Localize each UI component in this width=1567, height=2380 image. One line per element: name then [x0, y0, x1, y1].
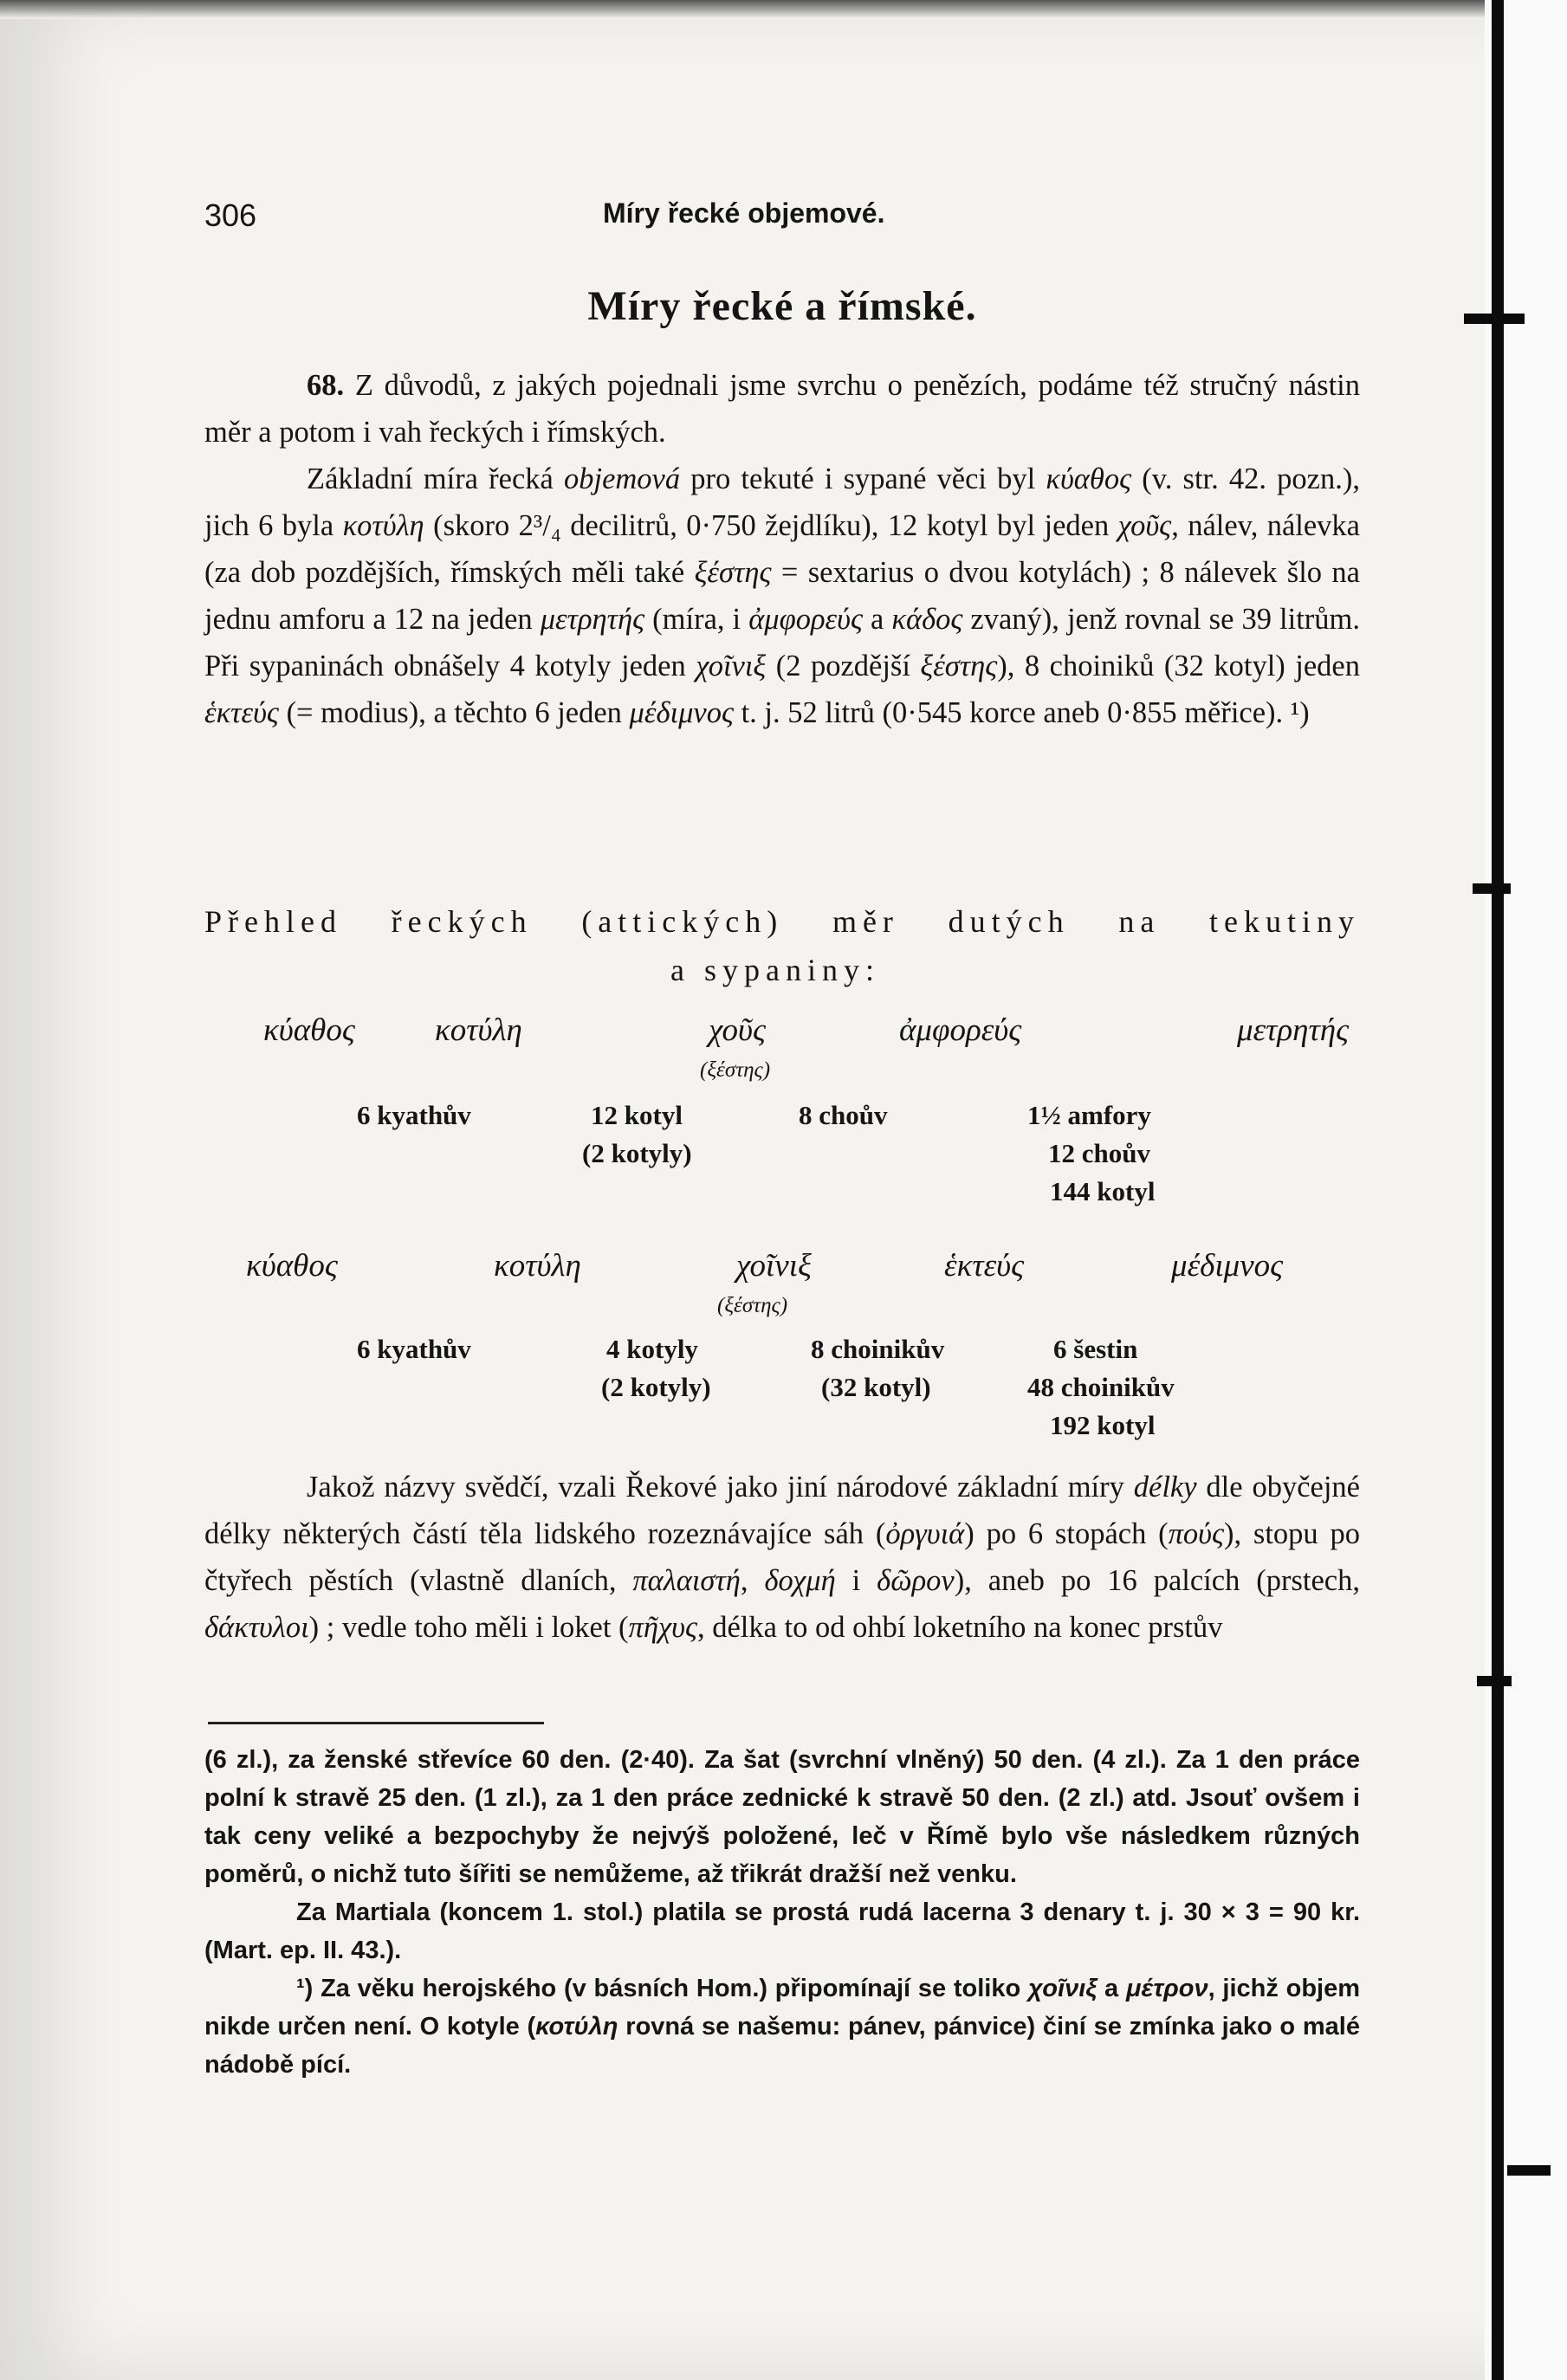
footnote-1 [204, 1969, 1360, 2084]
running-header [204, 197, 1360, 249]
table-cell: (2 kotyly) [601, 1372, 711, 1402]
footnote-martial: Za Martiala (koncem 1. stol.) platila se prostá rudá lacerna 3 denary t. j. 30 × 3 = 90 kr. (Mart. ep. II. 43.). [204, 1898, 1360, 1964]
greek-term: ὀργυιά [885, 1517, 965, 1550]
text: (= modius), a těchto 6 jeden [278, 696, 630, 729]
greek-term: ἑκτεύς [204, 696, 279, 729]
table-header: κοτύλη [435, 1012, 522, 1048]
greek-term: μέδιμνος [629, 696, 734, 729]
table-header: μετρητής [1237, 1012, 1350, 1048]
overview-line-1: Přehled řeckých (attických) měr dutých na tekutiny [204, 904, 1360, 939]
text: (2 pozdější [766, 650, 921, 682]
gutter-tick [1473, 883, 1511, 894]
greek-term: δάκτυλοι [204, 1611, 309, 1644]
gutter-tick [1464, 314, 1525, 324]
table-subheader: (ξέστης) [700, 1058, 771, 1082]
table-header: κοτύλη [494, 1248, 581, 1284]
footnote-rule [208, 1722, 544, 1724]
text: = sextarius o dvou kotylách) ; 8 nálevek šlo na jednu amforu a 12 na jeden [204, 556, 1360, 636]
table-header: χοῦς [709, 1012, 766, 1048]
greek-term: παλαιστή [632, 1564, 741, 1597]
text: ¹) Za věku herojského (v básních Hom.) připomínají se toliko [296, 1975, 1028, 2002]
greek-term: μέτρον [1125, 1975, 1208, 2002]
emphasis: délky [1133, 1471, 1197, 1504]
table-header: ἀμφορεύς [899, 1012, 1022, 1048]
table-cell: 1½ amfory [1027, 1100, 1151, 1130]
text: a [1097, 1975, 1126, 2002]
text: (v. str. 42. pozn.), jich 6 byla [204, 462, 1360, 542]
paragraph-68 [204, 362, 1360, 736]
table-cell: 12 kotyl [591, 1100, 683, 1130]
greek-term: κοτύλη [342, 509, 424, 542]
text: ) ; vedle toho měli i loket ( [308, 1611, 629, 1644]
text: ) po 6 stopách ( [964, 1517, 1169, 1550]
text: (míra, i [644, 603, 749, 636]
greek-term: ἀμφορεύς [748, 603, 863, 636]
overview-line-2: a sypaniny: [670, 953, 880, 987]
paragraph-intro [204, 362, 1360, 456]
greek-term: κάδος [891, 603, 963, 636]
table-cell: (32 kotyl) [821, 1372, 931, 1402]
paragraph-text [204, 1464, 1360, 1651]
text: , nálev, nálevka (za dob pozdějších, římských měli také [204, 509, 1360, 589]
text: zvaný), jenž rovnal se 39 litrům. Při sypaninách obnášely 4 kotyly jeden [204, 603, 1360, 682]
paragraph-length-measures [204, 1464, 1360, 1651]
greek-term: χοῦς [1117, 509, 1172, 542]
gutter-edge [1492, 0, 1504, 2380]
text: (skoro 2³/₄ decilitrů, 0·750 žejdlíku), 12 kotyl byl jeden [424, 509, 1118, 542]
table-subheader: (ξέστης) [717, 1294, 788, 1317]
greek-term: πῆχυς [628, 1611, 697, 1644]
greek-term: κοτύλη [535, 2013, 618, 2040]
footnote-continued: (6 zl.), za ženské střevíce 60 den. (2·40). Za šat (svrchní vlněný) 50 den. (4 zl.). Za 1 den práce polní k stravě 25 den. (1 zl.), za 1 den práce zednické k stravě 50 den. (2 zl.) atd. Jsouť ovšem i tak ceny veliké a bezpochyby že nejvýš položené, leč v Římě bylo vše následkem různých poměrů, o nichž tuto šířiti se nemůžeme, až třikrát dražší než venku. [204, 1746, 1360, 1888]
table-cell: (2 kotyly) [582, 1138, 692, 1168]
text: t. j. 52 litrů (0·545 korce aneb 0·855 měřice). ¹) [733, 696, 1310, 729]
table-cell: 6 kyathův [357, 1334, 471, 1364]
text: dle obyčejné délky některých částí těla lidského rozeznávajíce sáh ( [204, 1471, 1360, 1550]
page-number: 306 [204, 197, 257, 233]
greek-term: κύαθος [1046, 462, 1132, 495]
table-header: χοῖνιξ [736, 1248, 812, 1284]
running-title: Míry řecké objemové. [603, 197, 885, 229]
greek-term: χοῖνιξ [696, 650, 767, 682]
text: ), stopu po čtyřech pěstích (vlastně dlaních, [204, 1517, 1360, 1597]
table-cell: 144 kotyl [1050, 1176, 1156, 1206]
table-cell: 6 šestin [1053, 1334, 1138, 1364]
greek-term: δοχμή [764, 1564, 836, 1597]
table-header: κύαθος [246, 1248, 338, 1284]
section-title: Míry řecké a římské. [587, 283, 977, 329]
table-header: κύαθος [263, 1012, 355, 1048]
text: pro tekuté i sypané věci byl [680, 462, 1046, 495]
greek-term: ξέστης [920, 650, 998, 682]
table-cell: 6 kyathův [357, 1100, 471, 1130]
text: , délka to od ohbí loketního na konec prstův [696, 1611, 1223, 1644]
text: Z důvodů, z jakých pojednali jsme svrchu o penězích, podáme též stručný nástin měr a potom i vah řeckých i římských. [204, 369, 1360, 449]
scan-top-shadow [0, 0, 1567, 19]
text: ), aneb po 16 palcích (prstech, [954, 1564, 1360, 1597]
text: rovná se našemu: pánev, pánvice) činí se zmínka jako o malé nádobě pící. [204, 2013, 1360, 2079]
emphasis: objemová [563, 462, 681, 495]
section-number: 68. [307, 369, 345, 402]
gutter-tick [1477, 1676, 1512, 1686]
text: ), 8 choiniků (32 kotyl) jeden [997, 650, 1360, 682]
text: a [862, 603, 892, 636]
text: , [740, 1564, 765, 1597]
gutter-tick [1507, 2165, 1551, 2176]
greek-term: μετρητής [540, 603, 645, 636]
overview-heading [204, 897, 1360, 994]
table-cell: 4 kotyly [606, 1334, 698, 1364]
greek-term: χοῖνιξ [1027, 1975, 1098, 2002]
footnotes [204, 1741, 1360, 2084]
table-header: ἑκτεύς [944, 1248, 1025, 1284]
text: Základní míra řecká [307, 462, 564, 495]
table-cell: 8 choův [799, 1100, 888, 1130]
paragraph-measures [204, 456, 1360, 736]
text: , jichž objem nikde určen není. O kotyle ( [204, 1975, 1361, 2040]
table-cell: 8 choinikův [811, 1334, 945, 1364]
table-cell: 12 choův [1048, 1138, 1150, 1168]
table-header: μέδιμνος [1171, 1248, 1284, 1284]
greek-term: πούς [1168, 1517, 1224, 1550]
greek-term: δῶρον [877, 1564, 955, 1597]
text: i [835, 1564, 877, 1597]
table-cell: 192 kotyl [1050, 1410, 1156, 1440]
greek-term: ξέστης [694, 556, 772, 589]
table-cell: 48 choinikův [1027, 1372, 1175, 1402]
text: Jakož názvy svědčí, vzali Řekové jako jiní národové základní míry [307, 1471, 1134, 1504]
